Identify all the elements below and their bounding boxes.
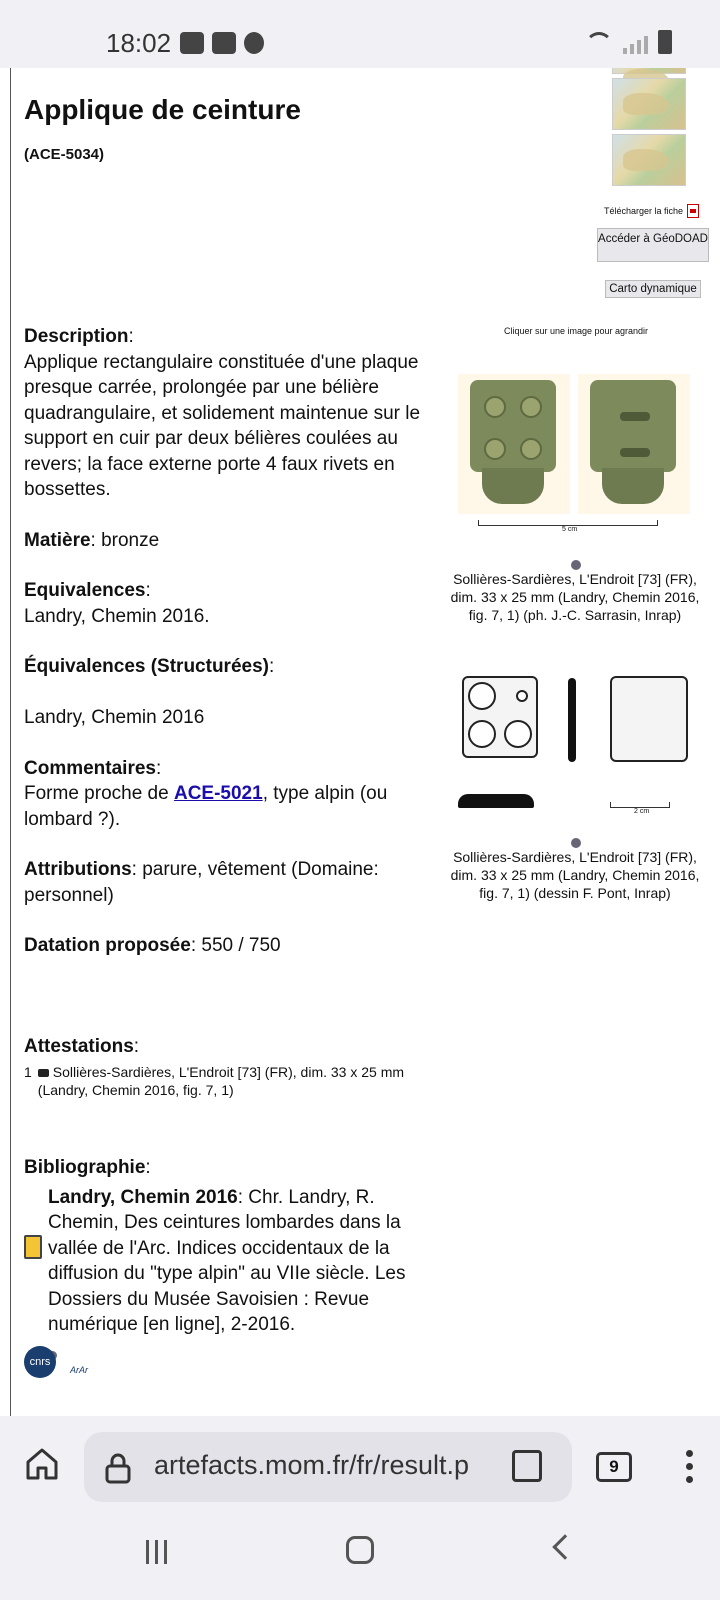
battery-icon xyxy=(658,30,672,54)
rivet-icon xyxy=(468,720,496,748)
status-bar xyxy=(0,0,720,68)
pdf-icon xyxy=(687,204,699,218)
zoom-icon[interactable] xyxy=(571,838,581,848)
wifi-icon xyxy=(585,32,613,54)
rivet-icon xyxy=(516,690,528,702)
map-thumbnail-2[interactable] xyxy=(612,78,686,130)
list-item[interactable] xyxy=(24,1063,434,1099)
equivalences-label: Equivalences xyxy=(24,580,146,601)
tabs-button[interactable]: 9 xyxy=(596,1452,632,1482)
rivet-icon xyxy=(504,720,532,748)
lock-icon xyxy=(104,1452,132,1484)
commentaires-label: Commentaires xyxy=(24,757,156,779)
attestations-label: Attestations xyxy=(24,1035,134,1057)
loop-icon xyxy=(620,412,650,421)
plate-back xyxy=(590,380,676,472)
description-label: Description xyxy=(24,326,129,347)
attestations-list xyxy=(24,1063,434,1099)
rivet-icon xyxy=(520,438,542,460)
object-reference: (ACE-5034) xyxy=(24,146,105,163)
description-text: Applique rectangulaire constituée d'une plaque presque carrée, prolongée par une bélière quadrangulaire, et solidement maintenue sur le support en cuir par deux bélières coulées au revers; la face externe porte 4 faux rivets en bossettes. xyxy=(24,351,421,500)
drawing-caption: Sollières-Sardières, L'Endroit [73] (FR), dim. 33 x 25 mm (Landry, Chemin 2016, fig. 7, 1) (dessin F. Pont, Inrap) xyxy=(450,849,700,901)
photo-caption: Sollières-Sardières, L'Endroit [73] (FR), dim. 33 x 25 mm (Landry, Chemin 2016, fig. 7, 1) (ph. J.-C. Sarrasin, Inrap) xyxy=(450,571,700,623)
rivet-icon xyxy=(484,396,506,418)
cnrs-logo[interactable]: cnrs xyxy=(24,1346,56,1378)
map-thumbnail-1[interactable] xyxy=(612,68,686,74)
matiere-label: Matière xyxy=(24,529,91,551)
camera-icon xyxy=(38,1069,49,1077)
drawing-profile xyxy=(568,678,576,762)
geodoad-button[interactable]: Accéder à GéoDOAD xyxy=(597,228,709,262)
matiere-value: bronze xyxy=(101,529,160,551)
download-label: Télécharger la fiche xyxy=(604,206,684,216)
object-drawing[interactable] xyxy=(458,664,704,820)
more-menu-icon[interactable] xyxy=(686,1450,694,1484)
status-icons-left xyxy=(180,32,264,54)
map-land-icon xyxy=(623,149,669,171)
bibliographie-label: Bibliographie xyxy=(24,1157,146,1178)
bib-description: Chr. Landry, R. Chemin, Des ceintures lombardes dans la vallée de l'Arc. Indices occidentaux de la diffusion du "type alpin" au VIIe siècle. Les Dossiers du Musée Savoisien : Revue numérique [en ligne], 2-2016. xyxy=(48,1186,406,1335)
carto-dynamique-button[interactable]: Carto dynamique xyxy=(605,280,701,298)
signal-icon xyxy=(623,36,648,54)
image-icon xyxy=(180,32,204,54)
rivet-icon xyxy=(520,396,542,418)
status-time: 18:02 xyxy=(106,28,172,58)
equivalences-block: Equivalences: Landry, Chemin 2016. xyxy=(24,580,210,627)
main-content xyxy=(24,324,434,1392)
bibliography-text: Landry, Chemin 2016: Chr. Landry, R. Chemin, Des ceintures lombardes dans la vallée de l'Arc. Indices occidentaux de la diffusion du "type alpin" au VIIe siècle. Les Dossiers du Musée Savoisien : Revue numérique [en ligne], 2-2016. xyxy=(48,1185,434,1368)
photo-back xyxy=(578,374,690,514)
reader-mode-icon[interactable] xyxy=(512,1450,542,1482)
bib-author: Landry, Chemin 2016 xyxy=(48,1186,238,1208)
scale-label: 2 cm xyxy=(634,808,650,815)
accessibility-icon xyxy=(244,32,264,54)
system-nav-bar xyxy=(0,1516,720,1600)
document-icon[interactable] xyxy=(24,1235,42,1259)
drawing-back xyxy=(610,676,688,762)
browser-toolbar xyxy=(0,1416,720,1516)
arar-logo[interactable]: ArAr xyxy=(70,1365,88,1375)
comment-suffix: , type alpin (ou lombard ?). xyxy=(24,783,388,830)
bibliographie-block: Bibliographie: Landry, Chemin 2016: Chr. Landry, R. Chemin, Des ceintures lombardes dans la vallée de l'Arc. Indices occidentaux de la diffusion du "type alpin" au VIIe siècle. Les Dossiers du Musée Savoisien : Revue numérique [en ligne], 2-2016. xyxy=(24,1155,434,1367)
rivet-icon xyxy=(468,682,496,710)
datation-label: Datation proposée xyxy=(24,935,191,956)
map-land-icon xyxy=(623,93,669,115)
comment-prefix: Forme proche de xyxy=(24,783,174,804)
plate-front xyxy=(470,380,556,472)
page-title: Applique de ceinture xyxy=(24,94,301,125)
equiv-struct-value: Landry, Chemin 2016 xyxy=(24,707,205,728)
ace-5021-link[interactable]: ACE-5021 xyxy=(173,783,263,804)
attributions-label: Attributions xyxy=(24,859,132,880)
youtube-icon xyxy=(212,32,236,54)
attributions-block: Attributions: parure, vêtement (Domaine: personnel) xyxy=(24,859,379,906)
bibliography-entry xyxy=(24,1185,434,1368)
object-photo[interactable] xyxy=(458,372,692,532)
drawing-section xyxy=(458,794,534,808)
download-sheet-link[interactable] xyxy=(604,204,699,218)
attributions-value: parure, vêtement (Domaine: personnel) xyxy=(24,859,379,906)
url-text[interactable]: artefacts.mom.fr/fr/result.p xyxy=(154,1450,470,1480)
web-page[interactable] xyxy=(0,68,720,1416)
datation-block: Datation proposée: 550 / 750 xyxy=(24,935,281,956)
commentaires-block: Commentaires: Forme proche de ACE-5021, type alpin (ou lombard ?). xyxy=(24,757,388,830)
left-border xyxy=(10,68,11,1416)
description-block: Description: Applique rectangulaire constituée d'une plaque presque carrée, prolongée par une bélière quadrangulaire, et solidement maintenue sur le support en cuir par deux bélières coulées au revers; la face externe porte 4 faux rivets en bossettes. xyxy=(24,326,421,500)
attestation-text: Sollières-Sardières, L'Endroit [73] (FR), dim. 33 x 25 mm (Landry, Chemin 2016, fig. 7, 1) xyxy=(37,1064,405,1098)
home-icon[interactable] xyxy=(24,1446,60,1482)
rivet-icon xyxy=(484,438,506,460)
attestation-number: 1 xyxy=(24,1064,32,1080)
image-hint: Cliquer sur une image pour agrandir xyxy=(503,326,649,336)
equiv-struct-label: Équivalences (Structurées) xyxy=(24,656,269,677)
datation-value: 550 / 750 xyxy=(201,935,281,956)
zoom-icon[interactable] xyxy=(571,560,581,570)
matiere-block: Matière: bronze xyxy=(24,529,160,551)
back-icon[interactable] xyxy=(552,1534,577,1559)
footer-logos xyxy=(24,1346,88,1378)
loop-icon xyxy=(620,448,650,457)
status-icons-right xyxy=(585,30,672,54)
address-bar[interactable] xyxy=(84,1432,572,1502)
equivalences-value: Landry, Chemin 2016. xyxy=(24,605,210,627)
map-thumbnail-3[interactable] xyxy=(612,134,686,186)
equiv-struct-block: Équivalences (Structurées): Landry, Chemin 2016 xyxy=(24,656,275,728)
home-nav-icon[interactable] xyxy=(346,1536,374,1564)
attestations-block: Attestations: 1 Sollières-Sardières, L'Endroit [73] (FR), dim. 33 x 25 mm (Landry, Chemin 2016, fig. 7, 1) xyxy=(24,1034,434,1100)
scale-label: 5 cm xyxy=(562,526,578,533)
recents-icon[interactable] xyxy=(146,1540,172,1564)
photo-front xyxy=(458,374,570,514)
